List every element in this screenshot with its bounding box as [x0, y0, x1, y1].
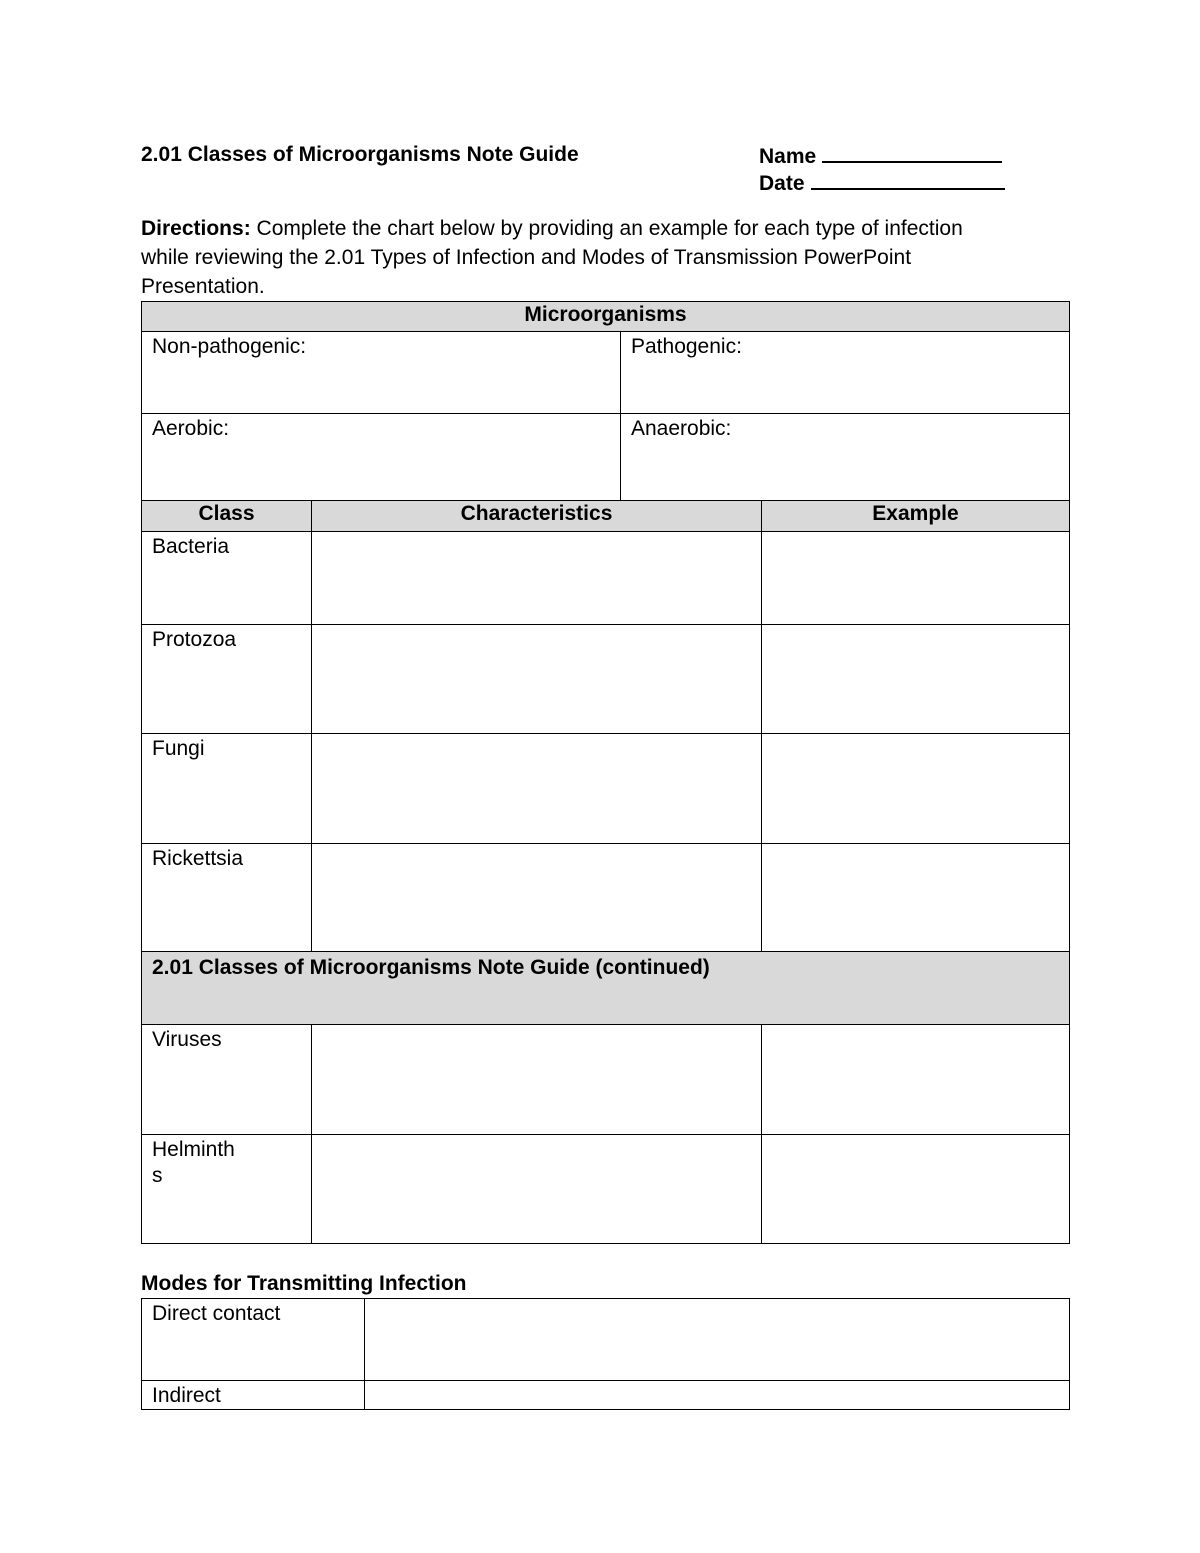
class-bacteria: Bacteria: [142, 532, 312, 625]
anaerobic-label: Anaerobic:: [631, 417, 732, 440]
example-cell[interactable]: [762, 1025, 1070, 1135]
example-cell[interactable]: [762, 844, 1070, 952]
non-pathogenic-cell[interactable]: [142, 332, 621, 414]
example-cell[interactable]: [762, 625, 1070, 734]
example-cell[interactable]: [762, 532, 1070, 625]
characteristics-cell[interactable]: [312, 625, 762, 734]
name-date-block: [759, 143, 1005, 197]
date-field[interactable]: [759, 170, 1005, 197]
mode-answer-cell[interactable]: [365, 1381, 1070, 1410]
modes-title: Modes for Transmitting Infection: [141, 1272, 467, 1295]
characteristics-cell[interactable]: [312, 734, 762, 844]
non-pathogenic-label: Non-pathogenic:: [152, 335, 307, 358]
table-row: [142, 734, 1070, 844]
mode-indirect: Indirect: [142, 1381, 365, 1410]
table-title: Microorganisms: [142, 302, 1070, 332]
characteristics-cell[interactable]: [312, 1025, 762, 1135]
table-row: [142, 532, 1070, 625]
directions: [141, 214, 1011, 301]
table-row: [142, 1025, 1070, 1135]
mode-direct-contact: Direct contact: [142, 1299, 365, 1381]
directions-label: Directions:: [141, 217, 251, 240]
continued-title: 2.01 Classes of Microorganisms Note Guide (continued): [142, 952, 1070, 1025]
modes-table: [141, 1298, 1070, 1410]
class-protozoa: Protozoa: [142, 625, 312, 734]
date-label: Date: [759, 172, 805, 195]
characteristics-cell[interactable]: [312, 844, 762, 952]
classes-table: [141, 500, 1070, 1244]
column-header-class: Class: [142, 501, 312, 532]
characteristics-cell[interactable]: [312, 532, 762, 625]
table-row: [142, 625, 1070, 734]
aerobic-label: Aerobic:: [152, 417, 230, 440]
column-header-characteristics: Characteristics: [312, 501, 762, 532]
name-label: Name: [759, 145, 817, 168]
example-cell[interactable]: [762, 1135, 1070, 1244]
pathogenic-label: Pathogenic:: [631, 335, 742, 358]
class-rickettsia: Rickettsia: [142, 844, 312, 952]
class-viruses: Viruses: [142, 1025, 312, 1135]
page-title: 2.01 Classes of Microorganisms Note Guide: [141, 143, 579, 166]
aerobic-cell[interactable]: [142, 414, 621, 502]
table-row: [142, 844, 1070, 952]
characteristics-cell[interactable]: [312, 1135, 762, 1244]
table-row: [142, 1299, 1070, 1381]
column-header-example: Example: [762, 501, 1070, 532]
name-field[interactable]: [759, 143, 1005, 170]
class-helminths: Helminth s: [142, 1135, 312, 1244]
pathogenic-cell[interactable]: [621, 332, 1070, 414]
anaerobic-cell[interactable]: [621, 414, 1070, 502]
directions-text: Complete the chart below by providing an example for each type of infection while reviewing the 2.01 Types of Infection and Modes of Transmission PowerPoint Presentation.: [141, 217, 963, 298]
mode-answer-cell[interactable]: [365, 1299, 1070, 1381]
table-row: [142, 1381, 1070, 1410]
microorganisms-table: [141, 301, 1070, 502]
table-row: [142, 1135, 1070, 1244]
example-cell[interactable]: [762, 734, 1070, 844]
class-fungi: Fungi: [142, 734, 312, 844]
